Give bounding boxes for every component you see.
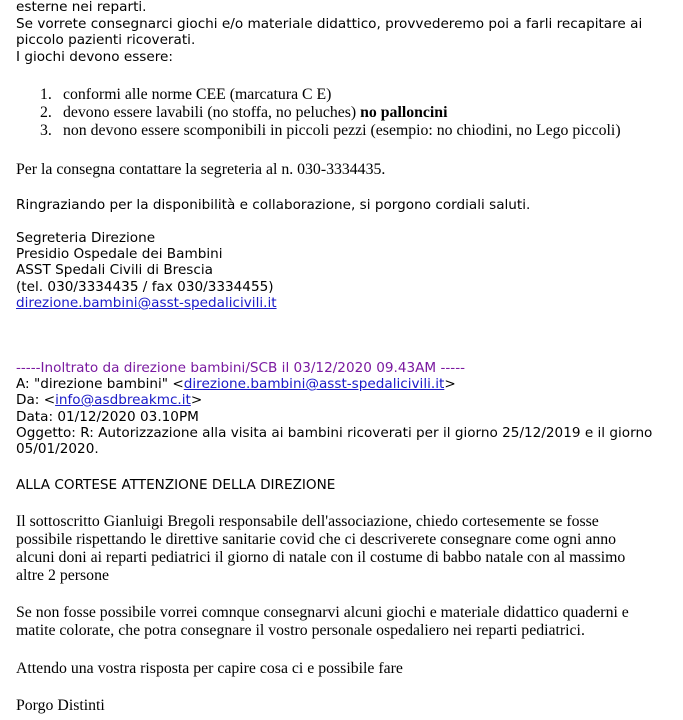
paragraph-1-line-4: altre 2 persone [16,567,109,584]
attention-heading: ALLA CORTESE ATTENZIONE DELLA DIREZIONE [16,477,336,493]
forward-subject-line-2: 05/01/2020. [16,441,99,457]
paragraph-1-line-3: alcuni doni ai reparti pediatrici il giorno di natale con il costume di babbo natale con al massimo [16,549,626,566]
intro-line-2: Se vorrete consegnarci giochi e/o materiale didattico, provvederemo poi a farli recapitare ai [16,16,643,32]
list-item-number: 3. [40,122,52,139]
forward-header: -----Inoltrato da direzione bambini/SCB il 03/12/2020 09.43AM ----- [16,360,466,376]
intro-line-3: piccolo pazienti ricoverati. [16,32,196,48]
list-item-text-wrap [63,104,447,122]
paragraph-2-line-2: matite colorate, che potra consegnare il vostro personale ospedaliero nei reparti pediatrici. [16,622,585,639]
delivery-info: Per la consegna contattare la segreteria al n. 030-3334435. [16,161,386,178]
forward-subject-line-1: Oggetto: R: Autorizzazione alla visita ai bambini ricoverati per il giorno 25/12/2019 e il giorno [16,425,653,441]
forward-from-email-link[interactable]: info@asdbreakmc.it [55,392,191,408]
closing-thanks: Ringraziando per la disponibilità e collaborazione, si porgono cordiali saluti. [16,197,531,213]
signature-line-2: Presidio Ospedale dei Bambini [16,246,223,262]
forward-date: Data: 01/12/2020 03.10PM [16,409,199,425]
list-item-text: devono essere lavabili (no stoffa, no peluches) [63,104,361,121]
forward-to-line [16,376,456,393]
forward-to-email-link[interactable]: direzione.bambini@asst-spedalicivili.it [183,376,445,392]
paragraph-1-line-2: possibile rispettando le direttive sanitarie covid che ci descriverete consegnare come ogni anno [16,531,617,548]
paragraph-1-line-1: Il sottoscritto Gianluigi Bregoli responsabile dell'associazione, chiedo cortesemente se fosse [16,513,599,530]
forward-from-line [16,392,202,409]
list-item-number: 2. [40,104,52,121]
paragraph-2-line-1: Se non fosse possibile vorrei comnque consegnarvi alcuni giochi e materiale didattico quaderni e [16,604,629,621]
signature-line-4: (tel. 030/3334435 / fax 030/3334455) [16,279,274,295]
forward-to-label: A: "direzione bambini" < [16,376,184,392]
signature-line-3: ASST Spedali Civili di Brescia [16,262,213,278]
signature-email-link[interactable]: direzione.bambini@asst-spedalicivili.it [16,295,277,311]
paragraph-4: Porgo Distinti [16,697,105,714]
list-item-text: conformi alle norme CEE (marcatura C E) [63,86,332,103]
list-item-bold-text: no palloncini [360,104,448,121]
signature-line-1: Segreteria Direzione [16,230,156,246]
forward-to-suffix: > [444,376,456,392]
list-item-number: 1. [40,86,52,103]
forward-from-suffix: > [190,392,203,408]
paragraph-3: Attendo una vostra risposta per capire cosa ci e possibile fare [16,660,403,677]
forward-from-label: Da: < [16,392,56,408]
list-item-text: non devono essere scomponibili in piccoli pezzi (esempio: no chiodini, no Lego piccoli) [63,122,621,139]
intro-line-4: I giochi devono essere: [16,49,173,65]
intro-line-1: esterne nei reparti. [16,0,147,15]
